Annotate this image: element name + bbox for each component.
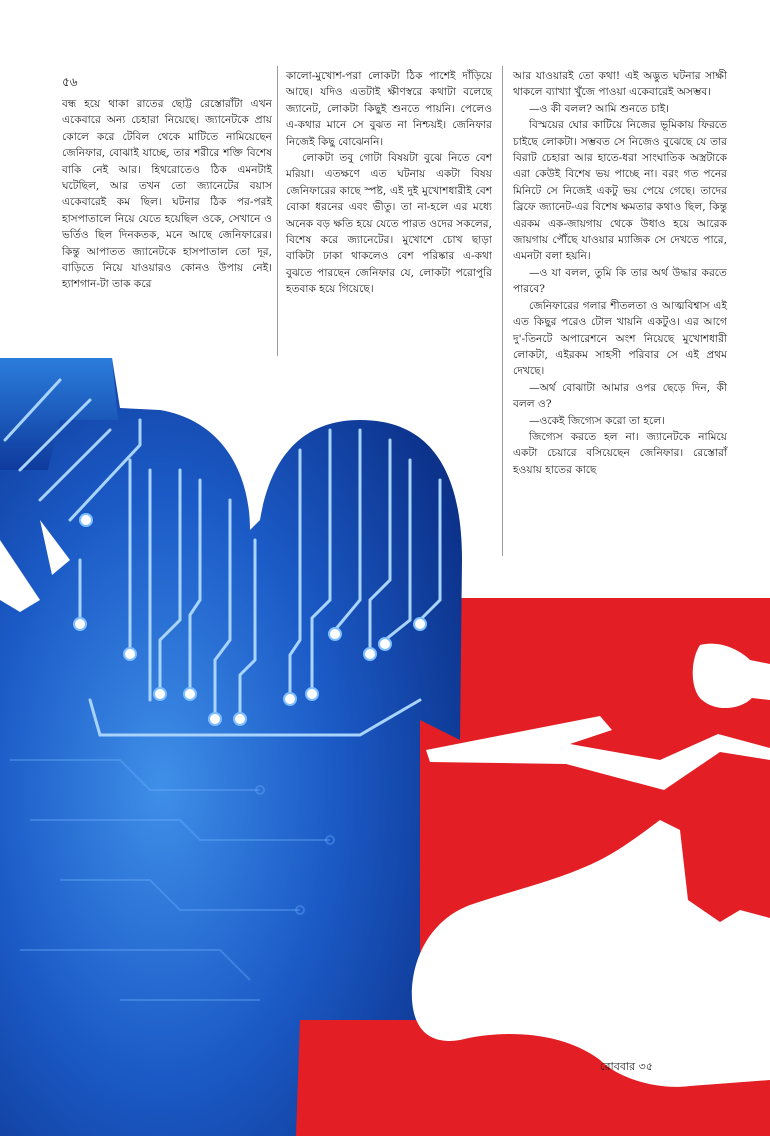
top-page-number: ৫৬ <box>62 75 78 89</box>
dialogue-line: —ও যা বলল, তুমি কি তার অর্থ উদ্ধার করতে পারবে? <box>513 266 727 296</box>
text-column-3 <box>513 68 727 478</box>
column-divider <box>502 66 503 556</box>
paragraph: লোকটা তবু গোটা বিষয়টা বুঝে নিতে বেশ মরিয়া। এতক্ষণে এত ঘটনায় একটা বিষয় জেনিফারের কাছে স্পষ্ট, এই দুই মুখোশধারীই বেশ বোকা ধরনের এবং ভীতু। তা না-হলে এর মধ্যে অনেক বড় ক্ষতি হয়ে যেতে পারত ওদের সকলের, বিশেষ করে জ্যানেটের। মুখোশে চোখ ছাড়া বাকিটা ঢাকা থাকলেও বেশ পরিষ্কার এ-কথা বুঝতে পারছেন জেনিফার যে, লোকটা পরোপুরি হতবাক হয়ে গিয়েছে। <box>286 152 492 296</box>
text-column-2 <box>286 68 492 298</box>
dialogue-line: —ওকেই জিগ্যেস করো তা হলে। <box>529 414 665 427</box>
paragraph: বিস্ময়ের ঘোর কাটিয়ে নিজের ভূমিকায় ফিরতে চাইছে লোকটা। সম্ভবত সে নিজেও বুঝেছে যে তার বিরাট চেহারা আর হাতে-ধরা সাংঘাতিক অস্ত্রটাকে এরা কেউই বিশেষ ভয় পাচ্ছে না। বরং গত পনের মিনিটে সে নিজেই একটু ভয় পেয়ে গেছে। তাদের ব্রিফে জ্যানেট-এর বিশেষ ক্ষমতার কথাও ছিল, কিন্তু এরকম এক-জায়গায় থেকে উধাও হয়ে আরেক জায়গায় পৌঁছে যাওয়ার ম্যাজিক সে দেখতে পারে, এমনটা বলা হয়নি। <box>513 119 727 263</box>
paragraph: জেনিফারের গলার শীতলতা ও আত্মবিশ্বাস এই এত কিছুর পরেও টোল খায়নি একটুও। এর আগে দু'-তিনটে অপারেশনে অংশ নিয়েছে মুখোশধারী লোকটা, এইরকম সাহসী পরিবার সে এই প্রথম দেখছে। <box>513 299 727 378</box>
blue-circuit-head <box>0 358 462 1136</box>
paragraph: জিগ্যেস করতে হল না। জ্যানেটকে নামিয়ে একটা চেয়ারে বসিয়েছেন জেনিফার। রেস্তোরাঁ হওয়ায় হাতের কাছে <box>513 430 727 476</box>
column-divider <box>277 66 278 356</box>
paragraph: আর যাওয়ারই তো কথা! এই অদ্ভুত ঘটনার সাক্ষী থাকলে ব্যাখ্যা খুঁজে পাওয়া একেবারেই অসম্ভব। <box>513 70 727 99</box>
page-footer: রোববার ৩৫ <box>600 1060 653 1073</box>
dialogue-line: —অর্থ বোঝাটা আমার ওপর ছেড়ে দিন, কী বলল ও? <box>513 381 727 411</box>
dialogue-line: —ও কী বলল? আমি শুনতে চাই। <box>529 102 670 115</box>
text-column-1 <box>62 96 272 293</box>
paragraph: কালো-মুখোশ-পরা লোকটা ঠিক পাশেই দাঁড়িয়ে আছে। যদিও এতটাই ক্ষীণস্বরে কথাটা বলেছে জ্যানেট, লোকটা কিছুই শুনতে পায়নি। পেলেও এ-কথার মানে সে বুঝত না নিশ্চয়ই। জেনিফার নিজেই কিছু বোঝেননি। <box>286 70 492 148</box>
paragraph: বন্ধ হয়ে থাকা রাতের ছোট্ট রেস্তোরাঁটা এখন একেবারে অন্য চেহারা নিয়েছে। জ্যানেটকে প্রায় কোলে করে টেবিল থেকে মাটিতে নামিয়েছেন জেনিফার, বোঝাই যাচ্ছে, তার শরীরে শক্তি বিশেষ বাকি নেই আর। হিথরোতেও ঠিক এমনটাই ঘটেছিল, আর তখন তো জ্যানেটের বয়াস একেবারেই কম ছিল। ঘটনার ঠিক পর-পরই হাসপাতালে নিয়ে যেতে হয়েছিল ওকে, সেখানে ও ভর্তিও ছিল দিনকতক, মনে আছে জেনিফারের। কিন্তু আপাতত জ্যানেটকে হাসপাতাল তো দূর, বাড়িতে নিয়ে যাওয়ারও কোনও উপায় নেই। হ্যাশগান-টা তাক করে <box>62 98 272 291</box>
